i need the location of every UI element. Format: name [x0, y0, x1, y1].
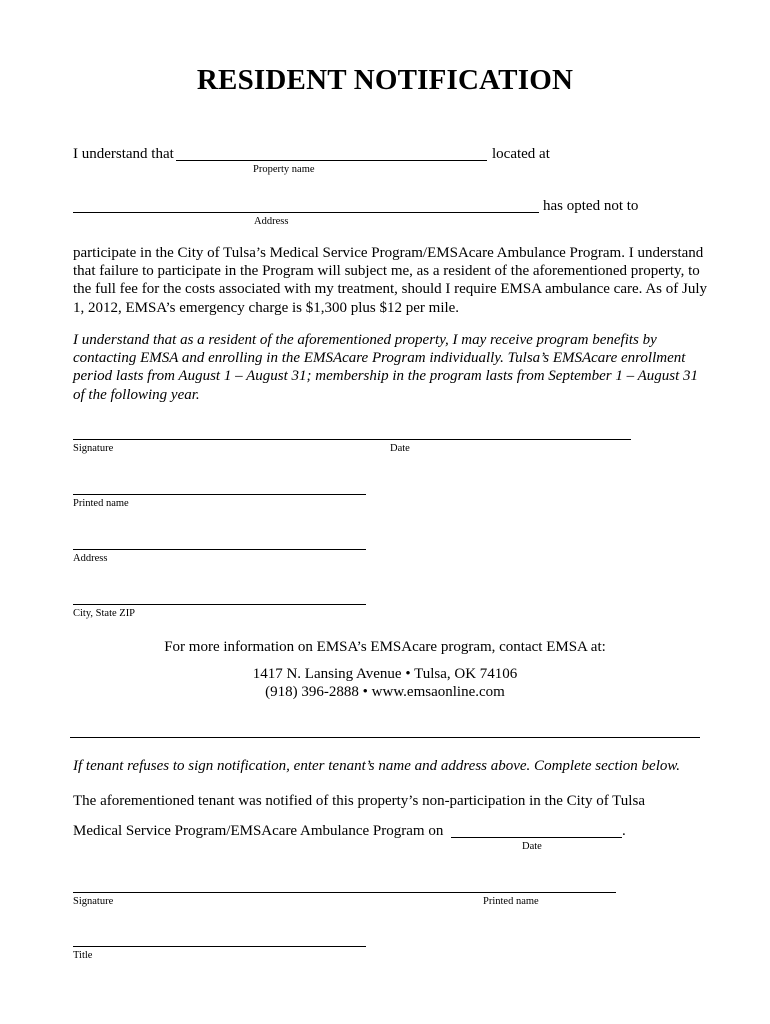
property-address-field[interactable] [73, 212, 539, 213]
located-at-text: located at [492, 146, 550, 162]
city-state-zip-label: City, State ZIP [73, 608, 136, 619]
notification-date-caption: Date [522, 841, 542, 852]
page-title: RESIDENT NOTIFICATION [196, 64, 574, 96]
contact-heading: For more information on EMSA’s EMSAcare program, contact EMSA at: [164, 639, 606, 655]
landlord-signature-label: Signature [73, 896, 114, 907]
contact-phone-web: (918) 396-2888 • www.emsaonline.com [265, 684, 505, 700]
landlord-printed-name-label: Printed name [483, 896, 539, 907]
opted-not-text: has opted not to [543, 198, 639, 214]
printed-name-field[interactable] [73, 494, 366, 495]
notification-date-field[interactable] [451, 837, 622, 838]
property-name-caption: Property name [253, 164, 315, 175]
signature-label: Signature [73, 443, 114, 454]
date-label: Date [390, 443, 410, 454]
contact-address: 1417 N. Lansing Avenue • Tulsa, OK 74106 [252, 666, 518, 682]
landlord-signature-field[interactable] [73, 892, 616, 893]
understand-prefix: I understand that [73, 146, 174, 162]
property-name-field[interactable] [176, 160, 487, 161]
line2-period: . [622, 823, 626, 839]
tenant-notified-line1: The aforementioned tenant was notified of this property’s non-participation in the City of Tulsa [73, 793, 645, 809]
benefits-paragraph: I understand that as a resident of the aforementioned property, I may receive program benefits by contacting EMSA and enrolling in the EMSAcare Program individually. Tulsa’s EMSAcare enrollment period lasts from August 1 – August 31; membership in the program lasts from September 1 – August 31 of the following year. [73, 332, 699, 403]
section-divider [70, 737, 700, 738]
resident-address-field[interactable] [73, 549, 366, 550]
address-caption: Address [254, 216, 289, 227]
city-state-zip-field[interactable] [73, 604, 366, 605]
landlord-title-field[interactable] [73, 946, 366, 947]
participation-paragraph: participate in the City of Tulsa’s Medical Service Program/EMSAcare Ambulance Program. I understand that failure to participate in the Program will subject me, as a resident of the aforementioned property, to the full fee for the costs associated with my treatment, should I require EMSA ambulance care. As of July 1, 2012, EMSA’s emergency charge is $1,300 plus $12 per mile. [73, 245, 707, 316]
signature-date-field[interactable] [73, 439, 631, 440]
tenant-notified-line2: Medical Service Program/EMSAcare Ambulance Program on [73, 823, 444, 839]
tenant-instruction: If tenant refuses to sign notification, enter tenant’s name and address above. Complete section below. [73, 758, 681, 774]
printed-name-label: Printed name [73, 498, 129, 509]
address-label: Address [73, 553, 108, 564]
landlord-title-label: Title [73, 950, 93, 961]
